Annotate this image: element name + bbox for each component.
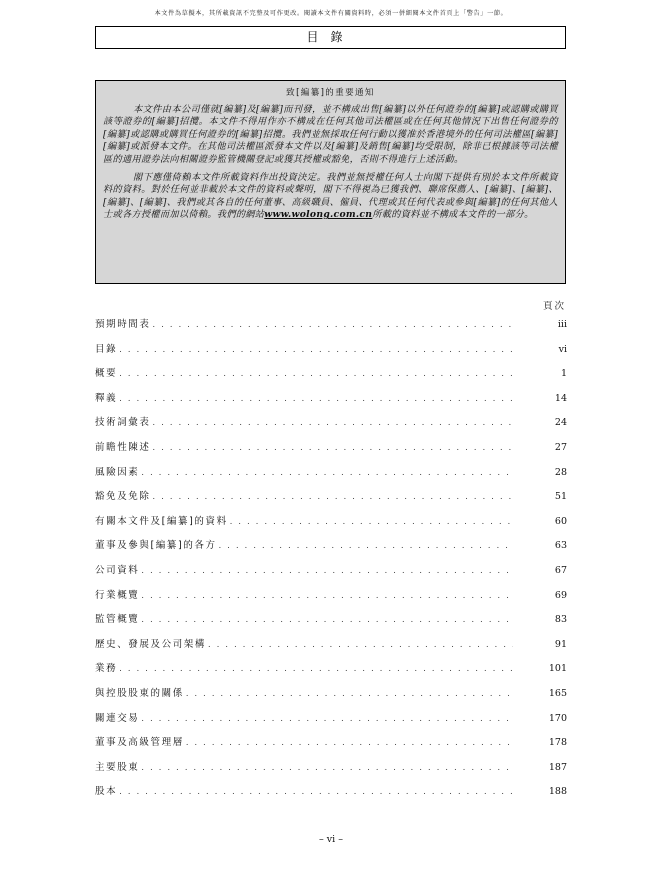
important-notice-box xyxy=(95,80,566,284)
notice-paragraph-2-tail: 所載的資料並不構成本文件的一部分。 xyxy=(372,209,534,221)
toc-entry-label: 豁免及免除 xyxy=(95,491,151,503)
toc-entry-page: 14 xyxy=(554,392,567,404)
toc-entry-label: 主要股東 xyxy=(95,761,140,773)
website-link[interactable]: www.wolong.com.cn xyxy=(264,209,373,221)
toc-leader-dots xyxy=(119,662,513,676)
toc-entry[interactable] xyxy=(95,392,567,417)
toc-leader-dots xyxy=(153,441,513,455)
toc-entry-page: 101 xyxy=(548,663,567,675)
toc-entry[interactable] xyxy=(95,343,567,368)
page-number: – vi – xyxy=(319,834,343,845)
toc-entry[interactable] xyxy=(95,785,567,810)
toc-entry-page: 60 xyxy=(554,515,567,527)
toc-leader-dots xyxy=(186,736,513,750)
toc-leader-dots xyxy=(186,687,513,701)
toc-entry-page: 28 xyxy=(554,466,567,478)
toc-entry[interactable] xyxy=(95,490,567,515)
toc-entry-label: 董事及參與[編纂]的各方 xyxy=(95,540,217,552)
toc-entry-page: 63 xyxy=(554,540,567,552)
toc-entry[interactable] xyxy=(95,589,567,614)
toc-leader-dots xyxy=(119,392,513,406)
toc-entry-page: 187 xyxy=(548,761,567,773)
toc-leader-dots xyxy=(141,564,513,578)
toc-leader-dots xyxy=(119,785,513,799)
toc-entry[interactable] xyxy=(95,564,567,589)
toc-entry-page: 91 xyxy=(554,638,567,650)
toc-entry[interactable] xyxy=(95,662,567,687)
toc-entry[interactable] xyxy=(95,466,567,491)
toc-entry-page: 170 xyxy=(548,712,567,724)
toc-entry-page: 165 xyxy=(548,687,567,699)
toc-entry[interactable] xyxy=(95,736,567,761)
toc-entry[interactable] xyxy=(95,539,567,564)
toc-entry[interactable] xyxy=(95,441,567,466)
toc-entry-label: 前瞻性陳述 xyxy=(95,441,151,453)
toc-leader-dots xyxy=(153,318,513,332)
toc-entry-label: 預期時間表 xyxy=(95,319,151,330)
toc-leader-dots xyxy=(141,712,513,726)
toc-entry[interactable] xyxy=(95,613,567,638)
toc-entry-page: 178 xyxy=(548,737,567,749)
toc-leader-dots xyxy=(153,490,513,504)
toc-entry-label: 股本 xyxy=(95,786,118,798)
draft-warning-banner: 本文件為草擬本，其所載資訊不完整及可作更改。閱讀本文件有關資料時，必須一併細閱本文件首頁上「警告」一節。 xyxy=(154,10,508,17)
toc-entry-label: 行業概覽 xyxy=(95,589,140,601)
toc-entry[interactable] xyxy=(95,515,567,540)
notice-title: 致[編纂]的重要通知 xyxy=(286,88,375,98)
toc-entry-page: 24 xyxy=(554,417,567,429)
toc-entry[interactable] xyxy=(95,367,567,392)
toc-entry-page: vi xyxy=(558,343,567,355)
notice-paragraph-1: 本文件由本公司僅就[編纂]及[編纂]而刊發，並不構成出售[編纂]以外任何證券的[編纂]或認購或購買該等證券的[編纂]招攬。本文件不得用作亦不構成在任何其他司法權區或在任何其他情況下出售任何證券的[編纂]或認購或購買任何證券的[編纂]招攬。我們並無採取任何行動以獲准於香港境外的任何司法權區[編纂][編纂]或派發本文件。在其他司法權區派發本文件以及[編纂]及銷售[編纂]均受限制，除非已根據該等司法權區的適用證券法向相關證券監管機關登記或獲其授權或豁免，否則不得進行上述活動。 xyxy=(103,104,558,165)
toc-entry-label: 監管概覽 xyxy=(95,614,140,626)
toc-entry-label: 有關本文件及[編纂]的資料 xyxy=(95,515,228,527)
toc-leader-dots xyxy=(219,539,513,553)
toc-entry-label: 風險因素 xyxy=(95,466,140,478)
toc-entry-page: 69 xyxy=(554,589,567,601)
toc-entry-label: 歷史、發展及公司架構 xyxy=(95,638,207,650)
toc-leader-dots xyxy=(119,367,513,381)
toc-entry-label: 董事及高級管理層 xyxy=(95,737,184,749)
page-column-header: 頁次 xyxy=(542,301,566,312)
table-of-contents xyxy=(95,318,567,810)
toc-entry-label: 與控股股東的關係 xyxy=(95,687,184,699)
toc-entry-page: 27 xyxy=(554,441,567,453)
toc-entry[interactable] xyxy=(95,761,567,786)
toc-entry-label: 業務 xyxy=(95,663,118,675)
toc-leader-dots xyxy=(141,589,513,603)
toc-entry-label: 關連交易 xyxy=(95,712,140,724)
notice-paragraph-2-text: 閣下應僅倚賴本文件所載資料作出投資決定。我們並無授權任何人士向閣下提供有別於本文件所載資料的資料。對於任何並非載於本文件的資料或聲明，閣下不得視為已獲我們、聯席保薦人、[編纂]、[編纂]、[編纂]、[編纂]、我們或其各自的任何董事、高級職員、僱員、代理或其任何代表或參與[編纂]的任何其他人士或各方授權而加以倚賴。我們的網站 xyxy=(103,172,558,221)
toc-entry[interactable] xyxy=(95,638,567,663)
toc-entry-label: 技術詞彙表 xyxy=(95,417,151,429)
toc-leader-dots xyxy=(141,466,513,480)
toc-entry-label: 目錄 xyxy=(95,343,118,355)
toc-entry-label: 公司資料 xyxy=(95,564,140,576)
toc-entry[interactable] xyxy=(95,712,567,737)
toc-entry-label: 釋義 xyxy=(95,392,118,404)
toc-entry[interactable] xyxy=(95,318,567,343)
toc-entry-page: 67 xyxy=(554,564,567,576)
toc-entry[interactable] xyxy=(95,416,567,441)
toc-leader-dots xyxy=(141,761,513,775)
notice-paragraph-2 xyxy=(103,172,558,222)
toc-entry-page: iii xyxy=(557,319,567,330)
toc-entry[interactable] xyxy=(95,687,567,712)
toc-entry-page: 1 xyxy=(560,368,567,380)
toc-entry-page: 188 xyxy=(548,786,567,798)
toc-entry-label: 概要 xyxy=(95,368,118,380)
toc-leader-dots xyxy=(230,515,513,529)
toc-leader-dots xyxy=(153,416,513,430)
toc-leader-dots xyxy=(141,613,513,627)
toc-entry-page: 83 xyxy=(554,614,567,626)
page-title: 目錄 xyxy=(95,26,566,49)
toc-entry-page: 51 xyxy=(554,491,567,503)
toc-leader-dots xyxy=(208,638,513,652)
toc-leader-dots xyxy=(119,343,513,357)
